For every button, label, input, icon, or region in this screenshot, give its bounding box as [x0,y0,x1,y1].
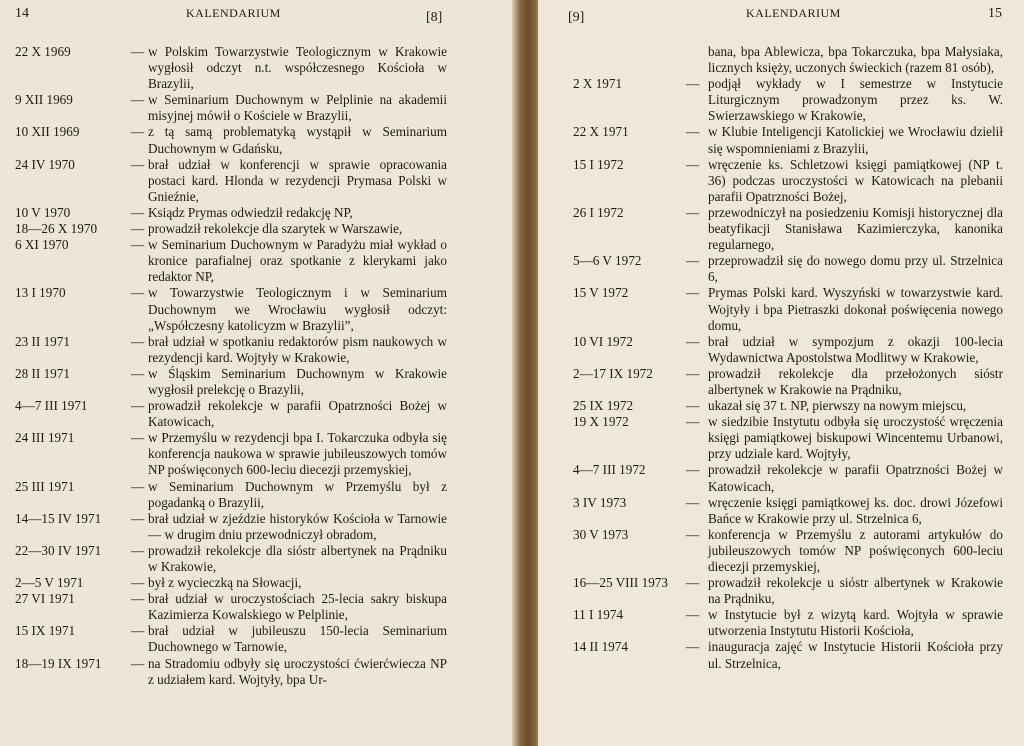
calendar-entry [573,334,1003,366]
entry-date: 6 XI 1970 [15,237,69,253]
bracket-number: [9] [568,10,585,25]
calendar-entry [15,591,447,623]
calendar-entry [573,607,1003,639]
entry-text: w Instytucie był z wizytą kard. Wojtyła w sprawie utworzenia Instytutu Historii Kościoła, [708,607,1003,639]
entry-date: 4—7 III 1971 [15,398,88,414]
calendar-entry [15,430,447,478]
entry-dash: — [686,398,700,414]
entry-text: ukazał się 37 t. NP, pierwszy na nowym miejscu, [708,398,967,414]
calendar-entry [15,157,447,205]
entry-date: 4—7 III 1972 [573,462,646,478]
calendar-entry [573,366,1003,398]
entry-dash: — [131,124,145,140]
calendar-entry [573,575,1003,607]
entry-dash: — [131,365,145,381]
calendar-entry [573,76,1003,124]
entry-text: przeprowadził się do nowego domu przy ul. Strzelnica 6, [708,253,1003,285]
entry-dash: — [686,414,700,430]
entry-text: w Śląskim Seminarium Duchownym w Krakowie wygłosił prelekcję o Brazylii, [148,365,447,397]
entry-dash: — [131,92,145,108]
entry-date: 10 VI 1972 [573,333,633,349]
continuation-text: bana, bpa Ablewicza, bpa Tokarczuka, bpa Małysiaka, licznych księży, uczonych świeckich (razem 81 osób), [708,44,1003,76]
right-page [538,0,1024,746]
entry-date: 22—30 IV 1971 [15,542,102,558]
entry-date: 30 V 1973 [573,526,629,542]
calendar-entry [15,205,447,221]
calendar-entry [15,511,447,543]
entry-dash: — [686,639,700,655]
entry-date: 26 I 1972 [573,204,624,220]
calendar-entry [15,656,447,688]
entry-text: prowadził rekolekcje dla szarytek w Warszawie, [148,221,403,237]
calendar-entry [15,575,447,591]
entry-text: brał udział w jubileuszu 150-lecia Seminarium Duchownego w Tarnowie, [148,623,447,655]
entry-text: w Polskim Towarzystwie Teologicznym w Krakowie wygłosił odczyt n.t. współczesnego Kościoła w Brazylii, [148,44,447,92]
calendar-entry [15,398,447,430]
calendar-entry [573,157,1003,205]
entry-text: w Seminarium Duchownym w Paradyżu miał wykład o kronice parafialnej oraz spotkanie z klerykami jako redaktor NP, [148,237,447,285]
entry-date: 24 IV 1970 [15,156,75,172]
entry-date: 25 III 1971 [15,478,75,494]
entry-date: 3 IV 1973 [573,494,627,510]
entry-dash: — [686,575,700,591]
entry-text: inauguracja zajęć w Instytucie Historii Kościoła przy ul. Strzelnica, [708,639,1003,671]
entry-date: 24 III 1971 [15,430,75,446]
entry-text: w Klubie Inteligencji Katolickiej we Wrocławiu dzielił się wspomnieniami z Brazylii, [708,124,1003,156]
entry-date: 10 V 1970 [15,204,71,220]
entry-date: 18—26 X 1970 [15,221,98,237]
entry-text: Ksiądz Prymas odwiedził redakcję NP, [148,204,353,220]
entry-text: brał udział w sympozjum z okazji 100-lecia Wydawnictwa Apostolstwa Modlitwy w Krakowie, [708,333,1003,365]
entry-text: z tą samą problematyką wystąpił w Seminarium Duchownym w Gdańsku, [148,124,447,156]
entry-list [15,44,447,688]
entry-date: 2—5 V 1971 [15,575,84,591]
entry-text: brał udział w konferencji w sprawie opracowania postaci kard. Hlonda w rezydencji Prymasa Polski w Gnieźnie, [148,156,447,204]
calendar-entry [15,366,447,398]
calendar-entry [573,285,1003,333]
calendar-entry [15,334,447,366]
calendar-entry [15,124,447,156]
entry-text: w Seminarium Duchownym w Przemyślu był z pogadanką o Brazylii, [148,478,447,510]
entry-text: konferencja w Przemyślu z autorami artykułów do jubileuszowych tomów NP poświęconych 600-leciu diecezji przemyskiej, [708,526,1003,574]
entry-dash: — [131,655,145,671]
page-number: 14 [15,6,29,21]
entry-text: Prymas Polski kard. Wyszyński w towarzystwie kard. Wojtyły i bpa Pietraszki dokonał poświęcenia nowego domu, [708,285,1003,333]
entry-text: na Stradomiu odbyły się uroczystości ćwierćwiecza NP z udziałem kard. Wojtyły, bpa Ur- [148,655,447,687]
entry-dash: — [686,526,700,542]
entry-dash: — [686,333,700,349]
calendar-entry [573,205,1003,253]
entry-dash: — [131,430,145,446]
entry-date: 9 XII 1969 [15,92,73,108]
entry-dash: — [686,156,700,172]
entry-text: w Seminarium Duchownym w Pelplinie na akademii misyjnej mówił o Kościele w Brazylii, [148,92,447,124]
entry-dash: — [686,253,700,269]
entry-dash: — [131,398,145,414]
entry-date: 15 V 1972 [573,285,629,301]
calendar-entry [573,398,1003,414]
entry-date: 18—19 IX 1971 [15,655,102,671]
entry-text: prowadził rekolekcje w parafii Opatrzności Bożej w Katowicach, [148,398,447,430]
calendar-entry [15,92,447,124]
entry-text: przewodniczył na posiedzeniu Komisji historycznej dla beatyfikacji Stanisława Kazimierczyka, kanonika regularnego, [708,204,1003,253]
entry-date: 19 X 1972 [573,414,629,430]
entry-date: 14—15 IV 1971 [15,510,102,526]
entry-date: 27 VI 1971 [15,591,75,607]
entry-dash: — [131,542,145,558]
calendar-entry [573,639,1003,671]
bracket-number: [8] [426,10,443,25]
entry-text: w siedzibie Instytutu odbyła się uroczystość wręczenia księgi pamiątkowej biskupowi Wincentemu Urbanowi, przy udziale kard. Wojtyły, [708,414,1003,462]
entry-date: 28 II 1971 [15,365,70,381]
entry-text: wręczenie ks. Schletzowi księgi pamiątkowej (NP t. 36) podczas uroczystości w Katowicach na plebanii parafii Opatrzności Bożej, [708,156,1003,204]
entry-dash: — [131,204,145,220]
entry-dash: — [131,221,145,237]
calendar-entry [573,414,1003,462]
calendar-entry [15,623,447,655]
entry-dash: — [131,478,145,494]
entry-text: prowadził rekolekcje dla sióstr albertynek na Prądniku w Krakowie, [148,542,447,574]
entry-date: 14 II 1974 [573,639,628,655]
entry-date: 15 I 1972 [573,156,624,172]
running-header: KALENDARIUM [186,6,281,20]
entry-list [573,44,1003,672]
entry-dash: — [686,365,700,381]
entry-date: 2 X 1971 [573,76,623,92]
entry-text: brał udział w spotkaniu redaktorów pism naukowych w rezydencji kard. Wojtyły w Krakowie, [148,333,447,365]
entry-date: 5—6 V 1972 [573,253,642,269]
entry-text: w Towarzystwie Teologicznym i w Seminarium Duchownym we Wrocławiu wygłosił odczyt: „Współczesny katolicyzm w Brazylii”, [148,285,447,333]
entry-date: 13 I 1970 [15,285,66,301]
calendar-entry [15,479,447,511]
entry-dash: — [131,575,145,591]
calendar-entry [573,253,1003,285]
entry-text: był z wycieczką na Słowacji, [148,575,302,591]
calendar-entry [573,124,1003,156]
entry-text: w Przemyślu w rezydencji bpa I. Tokarczuka odbyła się konferencja naukowa w sprawie jubileuszowych tomów NP poświęconych 600-leciu diecezji przemyskiej, [148,430,447,478]
calendar-entry [15,237,447,285]
entry-text: brał udział w zjeździe historyków Kościoła w Tarnowie — w drugim dniu przewodniczył obradom, [148,510,447,542]
entry-dash: — [131,623,145,639]
calendar-entry [573,495,1003,527]
entry-dash: — [686,76,700,92]
entry-text: prowadził rekolekcje u sióstr albertynek w Krakowie na Prądniku, [708,575,1003,607]
entry-text: brał udział w uroczystościach 25-lecia sakry biskupa Kazimierza Kowalskiego w Pelplinie, [148,591,447,623]
page-number: 15 [988,6,1002,21]
entry-dash: — [686,285,700,301]
entry-text: prowadził rekolekcje dla przełożonych sióstr albertynek w Krakowie na Prądniku, [708,365,1003,397]
entry-dash: — [686,462,700,478]
entry-date: 22 X 1969 [15,44,71,59]
entry-dash: — [686,607,700,623]
calendar-entry [15,285,447,333]
entry-date: 2—17 IX 1972 [573,365,653,381]
entry-dash: — [686,204,700,220]
calendar-entry [15,221,447,237]
entry-date: 11 I 1974 [573,607,624,623]
entry-text: wręczenie księgi pamiątkowej ks. doc. drowi Józefowi Bańce w Krakowie przy ul. Strzelnica 6, [708,494,1003,526]
entry-text: prowadził rekolekcje w parafii Opatrzności Bożej w Katowicach, [708,462,1003,494]
entry-dash: — [131,510,145,526]
entry-date: 25 IX 1972 [573,398,634,414]
calendar-entry [15,44,447,92]
entry-dash: — [131,591,145,607]
entry-date: 15 IX 1971 [15,623,76,639]
entry-dash: — [131,333,145,349]
calendar-entry [15,543,447,575]
entry-dash: — [686,494,700,510]
running-header: KALENDARIUM [746,6,841,20]
entry-text: podjął wykłady w I semestrze w Instytucie Liturgicznym prowadzonym przez ks. W. Swierzawskiego w Krakowie, [708,76,1003,124]
entry-date: 16—25 VIII 1973 [573,575,668,591]
entry-dash: — [131,44,145,59]
entry-dash: — [686,124,700,140]
entry-dash: — [131,156,145,172]
entry-date: 10 XII 1969 [15,124,80,140]
calendar-entry [573,527,1003,575]
entry-date: 23 II 1971 [15,333,70,349]
entry-dash: — [131,237,145,253]
calendar-entry [573,462,1003,494]
entry-dash: — [131,285,145,301]
entry-date: 22 X 1971 [573,124,629,140]
